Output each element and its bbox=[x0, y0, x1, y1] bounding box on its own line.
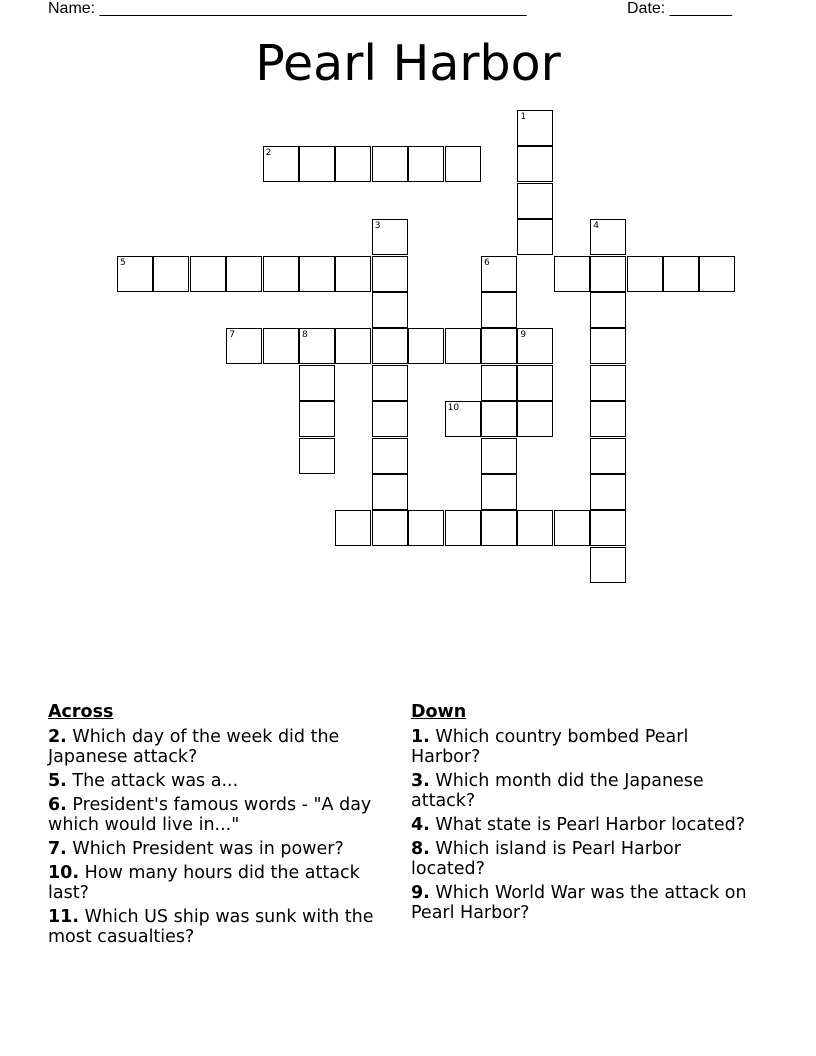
clue-text: What state is Pearl Harbor located? bbox=[435, 815, 746, 835]
grid-cell[interactable] bbox=[481, 510, 517, 546]
grid-cell[interactable] bbox=[335, 510, 371, 546]
clue-number: 2. bbox=[48, 727, 67, 747]
cell-number: 8 bbox=[302, 330, 308, 341]
down-clues bbox=[411, 702, 756, 927]
grid-cell[interactable] bbox=[517, 219, 553, 255]
clue-text: President's famous words - "A day which would live in..." bbox=[48, 795, 372, 835]
grid-cell[interactable] bbox=[372, 292, 408, 328]
grid-cell[interactable] bbox=[590, 474, 626, 510]
grid-cell[interactable] bbox=[190, 256, 226, 292]
grid-cell[interactable] bbox=[481, 256, 517, 292]
grid-cell[interactable] bbox=[372, 438, 408, 474]
grid-cell[interactable] bbox=[226, 256, 262, 292]
grid-cell[interactable] bbox=[481, 328, 517, 364]
grid-cell[interactable] bbox=[590, 438, 626, 474]
grid-cell[interactable] bbox=[408, 328, 444, 364]
grid-cell[interactable] bbox=[517, 365, 553, 401]
grid-cell[interactable] bbox=[299, 256, 335, 292]
clue-number: 5. bbox=[48, 771, 67, 791]
grid-cell[interactable] bbox=[372, 219, 408, 255]
grid-cell[interactable] bbox=[481, 292, 517, 328]
clue-text: Which country bombed Pearl Harbor? bbox=[411, 727, 689, 767]
down-heading: Down bbox=[411, 702, 467, 722]
grid-cell[interactable] bbox=[445, 328, 481, 364]
clue-number: 7. bbox=[48, 839, 67, 859]
clue-text: The attack was a... bbox=[72, 771, 239, 791]
crossword-grid bbox=[117, 110, 701, 514]
grid-cell[interactable] bbox=[226, 328, 262, 364]
grid-cell[interactable] bbox=[590, 547, 626, 583]
cell-number: 5 bbox=[120, 257, 126, 268]
grid-cell[interactable] bbox=[590, 510, 626, 546]
across-heading: Across bbox=[48, 702, 114, 722]
grid-cell[interactable] bbox=[481, 365, 517, 401]
grid-cell[interactable] bbox=[627, 256, 663, 292]
date-field: Date: _______ bbox=[627, 0, 732, 17]
grid-cell[interactable] bbox=[153, 256, 189, 292]
grid-cell[interactable] bbox=[445, 510, 481, 546]
cell-number: 9 bbox=[520, 330, 527, 341]
clue-number: 6. bbox=[48, 795, 67, 815]
grid-cell[interactable] bbox=[117, 256, 153, 292]
clue-number: 10. bbox=[48, 863, 80, 883]
grid-cell[interactable] bbox=[372, 365, 408, 401]
grid-cell[interactable] bbox=[372, 401, 408, 437]
cell-number: 7 bbox=[229, 330, 235, 341]
grid-cell[interactable] bbox=[590, 365, 626, 401]
cell-number: 1 bbox=[520, 112, 527, 122]
grid-cell[interactable] bbox=[299, 438, 335, 474]
clue-number: 4. bbox=[411, 815, 430, 835]
clue-text: How many hours did the attack last? bbox=[48, 863, 360, 903]
grid-cell[interactable] bbox=[517, 183, 553, 219]
grid-cell[interactable] bbox=[263, 256, 299, 292]
header-line bbox=[48, 0, 768, 20]
grid-cell[interactable] bbox=[299, 365, 335, 401]
grid-cell[interactable] bbox=[699, 256, 735, 292]
name-field: Name: ________________________________________________ bbox=[48, 0, 527, 17]
clue-down-9 bbox=[411, 883, 756, 923]
grid-cell[interactable] bbox=[372, 146, 408, 182]
clue-down-4 bbox=[411, 815, 756, 835]
grid-cell[interactable] bbox=[299, 146, 335, 182]
grid-cell[interactable] bbox=[372, 256, 408, 292]
clue-text: Which World War was the attack on Pearl Harbor? bbox=[411, 883, 747, 923]
grid-cell[interactable] bbox=[408, 510, 444, 546]
grid-cell[interactable] bbox=[335, 328, 371, 364]
clue-number: 11. bbox=[48, 907, 80, 927]
grid-cell[interactable] bbox=[517, 510, 553, 546]
clue-text: Which island is Pearl Harbor located? bbox=[411, 839, 681, 879]
clue-across-2 bbox=[48, 727, 393, 767]
clue-text: Which month did the Japanese attack? bbox=[411, 771, 704, 811]
grid-cell[interactable] bbox=[299, 401, 335, 437]
grid-cell[interactable] bbox=[554, 256, 590, 292]
grid-cell[interactable] bbox=[517, 146, 553, 182]
grid-cell[interactable] bbox=[663, 256, 699, 292]
grid-cell[interactable] bbox=[554, 510, 590, 546]
grid-cell[interactable] bbox=[372, 474, 408, 510]
clue-text: Which President was in power? bbox=[72, 839, 344, 859]
grid-cell[interactable] bbox=[299, 328, 335, 364]
clue-down-3 bbox=[411, 771, 756, 811]
cell-number: 10 bbox=[447, 403, 460, 414]
grid-cell[interactable] bbox=[517, 110, 553, 146]
clue-down-1 bbox=[411, 727, 756, 767]
clue-number: 1. bbox=[411, 727, 430, 747]
clue-across-6 bbox=[48, 795, 393, 835]
grid-cell[interactable] bbox=[335, 256, 371, 292]
grid-cell[interactable] bbox=[263, 328, 299, 364]
clue-number: 3. bbox=[411, 771, 430, 791]
grid-cell[interactable] bbox=[517, 401, 553, 437]
grid-cell[interactable] bbox=[590, 401, 626, 437]
cell-number: 2 bbox=[265, 148, 272, 159]
clue-text: Which day of the week did the Japanese attack? bbox=[48, 727, 340, 767]
page-title: Pearl Harbor bbox=[255, 35, 561, 92]
grid-cell[interactable] bbox=[408, 146, 444, 182]
clue-down-8 bbox=[411, 839, 756, 879]
grid-cell[interactable] bbox=[481, 401, 517, 437]
cell-number: 4 bbox=[593, 221, 599, 232]
clue-across-7 bbox=[48, 839, 393, 859]
clue-text: Which US ship was sunk with the most casualties? bbox=[48, 907, 374, 947]
across-clues bbox=[48, 702, 393, 951]
clue-number: 8. bbox=[411, 839, 430, 859]
grid-cell[interactable] bbox=[590, 256, 626, 292]
grid-cell[interactable] bbox=[481, 438, 517, 474]
clue-across-5 bbox=[48, 771, 393, 791]
grid-cell[interactable] bbox=[372, 510, 408, 546]
clue-number: 9. bbox=[411, 883, 430, 903]
grid-cell[interactable] bbox=[445, 146, 481, 182]
cell-number: 3 bbox=[374, 221, 381, 232]
grid-cell[interactable] bbox=[445, 401, 481, 437]
grid-cell[interactable] bbox=[590, 292, 626, 328]
grid-cell[interactable] bbox=[517, 328, 553, 364]
clue-across-10 bbox=[48, 863, 393, 903]
grid-cell[interactable] bbox=[335, 146, 371, 182]
grid-cell[interactable] bbox=[590, 219, 626, 255]
grid-cell[interactable] bbox=[263, 146, 299, 182]
clue-across-11 bbox=[48, 907, 393, 947]
cell-number: 6 bbox=[484, 257, 490, 268]
grid-cell[interactable] bbox=[372, 328, 408, 364]
grid-cell[interactable] bbox=[590, 328, 626, 364]
grid-cell[interactable] bbox=[481, 474, 517, 510]
